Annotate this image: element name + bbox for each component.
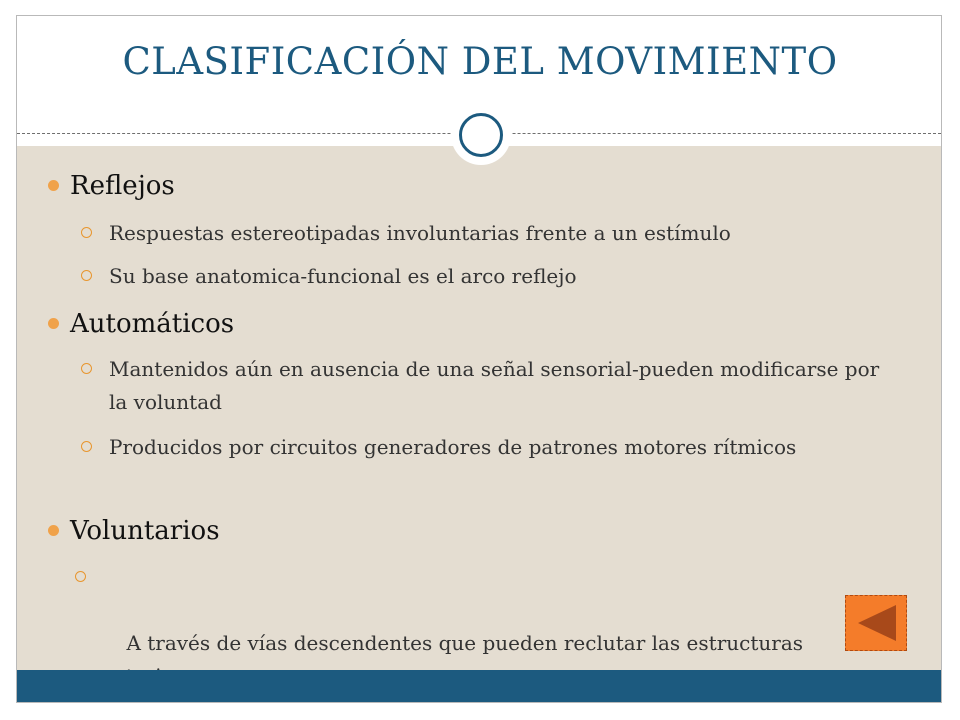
list-item-text: Producidos por circuitos generadores de patrones motores rítmicos — [109, 435, 797, 459]
ring-bullet-icon — [75, 571, 86, 582]
section-heading-automaticos — [70, 309, 234, 339]
ring-bullet-icon — [81, 270, 92, 281]
ring-bullet-icon — [81, 441, 92, 452]
list-item-text: Mantenidos aún en ausencia de una señal sensorial-pueden modificarse por la voluntad — [109, 357, 880, 414]
list-item — [109, 431, 899, 464]
section-heading-voluntarios — [70, 516, 220, 546]
bullet-dot-icon — [48, 180, 59, 191]
circle-ornament-icon — [459, 113, 503, 157]
list-item — [109, 353, 899, 419]
section-heading-text: Automáticos — [70, 309, 235, 339]
list-item — [109, 260, 909, 293]
section-heading-text: Voluntarios — [70, 516, 220, 546]
ring-bullet-icon — [81, 363, 92, 374]
list-item-text: Respuestas estereotipadas involuntarias frente a un estímulo — [109, 221, 731, 245]
slide-title: CLASIFICACIÓN DEL MOVIMIENTO — [122, 40, 838, 83]
bullet-dot-icon — [48, 525, 59, 536]
list-item — [109, 217, 909, 250]
bullet-dot-icon — [48, 318, 59, 329]
footer-bar — [17, 670, 941, 702]
section-heading-text: Reflejos — [70, 171, 175, 201]
section-heading-reflejos — [70, 171, 175, 201]
list-item-text: Su base anatomica-funcional es el arco reflejo — [109, 264, 577, 288]
list-item-text: A través de vías descendentes que pueden reclutar las estructuras — [126, 631, 803, 655]
back-button[interactable] — [845, 595, 907, 651]
ring-bullet-icon — [81, 227, 92, 238]
back-triangle-icon — [846, 596, 906, 650]
